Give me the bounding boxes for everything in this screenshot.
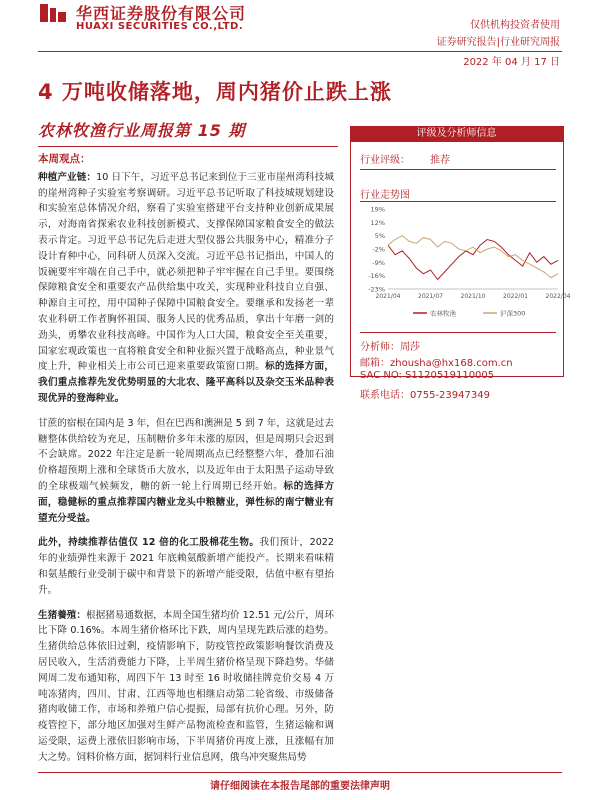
paragraph-hog [38, 608, 334, 766]
paragraph-seed-industry [38, 170, 334, 407]
panel-divider [360, 332, 556, 333]
audience-note: 仅供机构投资者使用 [470, 20, 560, 31]
footer-divider [38, 772, 562, 773]
panel-divider [360, 169, 556, 170]
legend-label: 农林牧渔 [430, 309, 456, 318]
analyst-name: 分析师：周莎 [360, 342, 420, 353]
p2-text: 甘蔗的宿根在国内是 3 年，但在巴西和澳洲是 5 到 7 年，这就是过去糖整体供给较为充足，压制糖价多年未涨的原因，但是周期只会迟到不会缺席。2022 年注定是新一轮周期高点已经整整六年，叠加石油价格超预期上涨和全球货币大放水，以及近年由于太阳黑子运动导致的全球极端气候频发，糖的新一轮上行周期已经开始。 [38, 417, 334, 492]
y-tick-label: 5% [374, 232, 385, 241]
legal-notice-footer: 请仔细阅读在本报告尾部的重要法律声明 [210, 781, 390, 792]
company-name-en: HUAXI SECURITIES CO.,LTD. [76, 21, 244, 32]
report-type: 证券研究报告|行业研究周报 [436, 37, 560, 48]
y-tick-label: -23% [368, 285, 385, 294]
report-subtitle: 农林牧渔行业周报第 15 期 [38, 121, 246, 140]
analyst-email: 邮箱：zhousha@hx168.com.cn [360, 358, 513, 369]
panel-divider [360, 201, 556, 202]
paragraph-chemical [38, 535, 334, 598]
company-name-cn: 华西证券股份有限公司 [76, 4, 247, 23]
x-tick-label: 2021/10 [460, 293, 486, 300]
legend-label: 沪深300 [500, 309, 526, 318]
report-date: 2022 年 04 月 17 日 [463, 57, 560, 68]
y-tick-label: -9% [372, 258, 385, 267]
analyst-phone: 联系电话：0755-23947349 [360, 390, 490, 401]
p1-text: 10 日下午，习近平总书记来到位于三亚市崖州湾科技城的崖州湾种子实验室考察调研。习近平总书记听取了科技城规划建设和实验室总体情况介绍，察看了实验室搭建平台支持种业创新成果展示，对海南省探索农业科技创新模式、支撑保障国家粮食安全的做法表示肯定。习近平总书记先后走进大型仪器公共服务中心，精准分子设计育种中心，同科研人员深入交流。习近平总书记指出，中国人的饭碗要牢牢端在自己手中，就必须把种子牢牢握在自己手里。要围绕保障粮食安全和重要农产品供给集中攻关，实现种业科技自立自强、种源自主可控，用中国种子保障中国粮食安全。要继承和发扬老一辈农业科研工作者胸怀祖国、服务人民的优秀品质，拿出十年磨一剑的劲头，勇攀农业科技高峰。中国作为人口大国，粮食安全至关重要，国家宏观政策也一直将粮食安全和种业振兴置于战略高点，种业景气度上升，种业相关上市公司已迎来重要政策窗口期。 [38, 171, 335, 373]
y-tick-label: -2% [372, 245, 385, 254]
y-tick-label: -16% [368, 272, 385, 281]
panel-title: 评级及分析师信息 [350, 126, 563, 142]
y-tick-label: 19% [370, 205, 385, 214]
industry-trend-chart [358, 205, 571, 323]
trend-title: 行业走势图 [360, 190, 410, 201]
huaxi-logo-icon [38, 2, 68, 24]
y-tick-label: 12% [370, 218, 385, 227]
p4-lead: 生猪養殖： [38, 609, 86, 621]
report-body [38, 152, 334, 774]
x-tick-label: 2022/01 [503, 293, 528, 300]
rating-value: 推荐 [430, 155, 450, 166]
p1-lead: 种植产业链： [38, 171, 97, 183]
series-line-0 [388, 240, 558, 280]
p2-bold: 标的选择方面，稳健标的重点推荐国内糖业龙头中粮糖业，弹性标的南宁糖业有望充分受益。 [38, 480, 335, 524]
x-tick-label: 2022/04 [545, 293, 571, 300]
paragraph-sugar [38, 416, 334, 527]
analyst-sac-no: SAC NO: S1120519110005 [360, 370, 495, 381]
x-tick-label: 2021/04 [375, 293, 401, 300]
rating-label: 行业评级： [360, 155, 410, 166]
p3-bold: 此外，持续推荐估值仅 12 倍的化工股棉花生物。 [38, 537, 260, 549]
p4-text: 根据猪易通数据，本周全国生猪均价 12.51 元/公斤，周环比下降 0.16%。本周生猪价格环比下跌，周内呈现先跌后涨的趋势。生猪供给总体依旧过剩，疫情影响下，防疫管控政策影响餐饮消费及居民收入，生活消费能力下降，上半周生猪价格呈现下降趋势。华储网周二发布通知称，周四下午 13 时至 16 时收储挂牌竞价交易 4 万吨冻猪肉，四川、甘肃、江西等地也相继启动第二轮省级、市级储备猪肉收储工作，市场和养殖户信心提振，局部有抗价心理。另外，防疫管控下，部分地区加强对生鲜产品物流检查和监管，生猪运输和调运受限，运费上涨依旧影响市场，下半周猪价再度上涨，且涨幅有加大之势。饲料价格方面，据饲料行业信息网，俄乌冲突聚焦局势 [38, 609, 335, 763]
p1-bold: 标的选择方面，我们重点推荐先发优势明显的大北农、隆平高科以及杂交玉米品种表现优异的登海种业。 [38, 361, 335, 404]
section-heading: 本周观点： [38, 153, 91, 165]
header-divider [38, 51, 562, 52]
report-title: 4 万吨收储落地，周内猪价止跌上涨 [38, 80, 392, 104]
p3-text: 我们预计，2022 年的业绩弹性来源于 2021 年底赖氨酸新增产能投产。长期来看味精和氨基酸行业受制于碳中和背景下的新增产能受限，估值中枢有望抬升。 [38, 537, 335, 596]
x-tick-label: 2021/07 [418, 293, 443, 300]
subtitle-divider [38, 146, 338, 147]
